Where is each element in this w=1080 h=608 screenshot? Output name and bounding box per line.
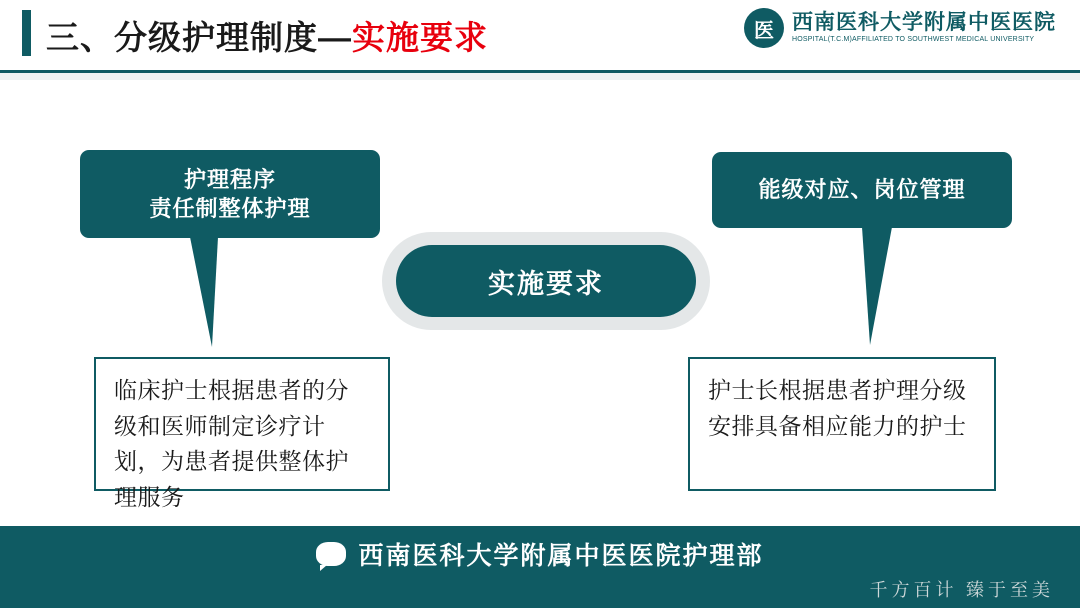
left-description-box: 临床护士根据患者的分级和医师制定诊疗计划，为患者提供整体护理服务 — [94, 357, 390, 491]
right-callout-bubble: 能级对应、岗位管理 — [712, 152, 1012, 228]
left-callout-tail — [190, 237, 218, 347]
hospital-name-cn: 西南医科大学附属中医医院 — [792, 11, 1056, 35]
footer-account-name: 西南医科大学附属中医医院护理部 — [358, 542, 764, 570]
page-title — [46, 12, 488, 59]
footer-slogan: 千方百计 臻于至美 — [869, 580, 1054, 600]
hospital-name-en: HOSPITAL(T.C.M)AFFILIATED TO SOUTHWEST MEDICAL UNIVERSITY — [792, 36, 1035, 44]
slide-header — [0, 0, 1080, 70]
page-title-highlight: 实施要求 — [352, 19, 488, 56]
page-title-main: 三、分级护理制度— — [46, 19, 352, 56]
header-accent-bar — [22, 10, 31, 56]
center-node: 实施要求 — [396, 245, 696, 317]
left-callout-text — [149, 165, 310, 223]
left-callout-line-2: 责任制整体护理 — [149, 196, 311, 221]
left-callout-bubble — [80, 150, 380, 238]
left-callout-line-1: 护理程序 — [183, 166, 276, 192]
right-callout-tail — [862, 227, 892, 345]
header-rule-secondary — [0, 73, 1080, 80]
hospital-logo-text — [792, 12, 1056, 43]
footer-account — [0, 536, 1080, 572]
wechat-icon — [316, 542, 346, 566]
slide-footer — [0, 526, 1080, 608]
right-description-box: 护士长根据患者护理分级安排具备相应能力的护士 — [688, 357, 996, 491]
hospital-logo-icon: 医 — [744, 8, 784, 48]
hospital-logo — [744, 8, 1056, 48]
